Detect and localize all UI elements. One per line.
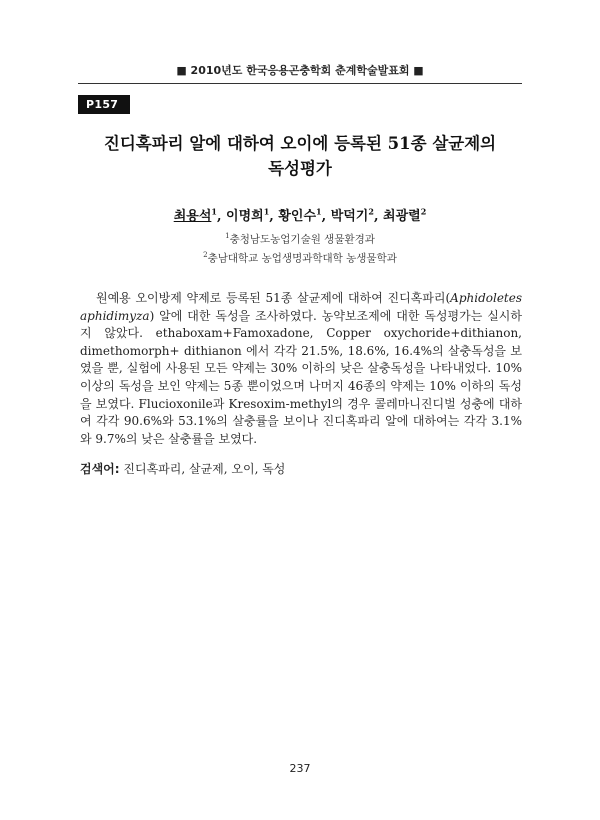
author-name: 최용석 [173,209,212,224]
affiliation-1 [60,229,540,248]
affiliations [60,229,540,266]
author-affil-sup: 1 [316,206,322,217]
author-list [60,205,540,224]
keywords-label: 검색어: [80,462,120,476]
affiliation-2 [60,248,540,267]
paper-title [60,131,540,181]
author-separator: , [373,209,384,224]
abstract-text-1: 원예용 오이방제 약제로 등록된 51종 살균제에 대하여 진디혹파리( [96,291,451,305]
author-name: 최광렬 [383,209,421,224]
species-name: Aphidoletes aphidimyza [80,291,522,323]
affiliation-text: 충청남도농업기술원 생물환경과 [229,233,375,246]
author-separator: , [269,209,279,224]
running-header: ■ 2010년도 한국응용곤충학회 춘계학술발표회 ■ [176,64,424,77]
author-separator: , [216,209,227,224]
presentation-code-badge: P157 [78,95,130,114]
title-line-2: 독성평가 [268,159,332,178]
affiliation-text: 충남대학교 농업생명과학대학 농생물학과 [207,252,397,264]
author-affil-sup: 2 [420,206,427,217]
abstract-text-2: ) 알에 대한 독성을 조사하였다. 농약보조제에 대한 독성평가는 실시하지 않았다. ethaboxam+Famoxadone, Copper oxychoride+dithianon, dimethomorph+ dithianon 에서 각각 21.5%, 18.6%, 16.4%의 살충독성을 보였을 뿐, 실험에 사용된 모든 약제는 30% 이하의 낮은 살충독성을 나타내었다. 10% 이상의 독성을 보인 약제는 5종 뿐이었으며 나머지 46종의 약제는 10% 이하의 독성을 보였다. Flucioxonile과 Kresoxim-methyl의 경우 콜레마니진디벌 성충에 대하여 각각 90.6%와 53.1%의 살충률을 보이나 진디혹파리 알에 대하여는 각각 3.1%와 9.7%의 낮은 살충률을 보였다. [80,308,522,446]
page-number: 237 [289,762,311,775]
author-name: 이명희 [226,209,264,224]
author-affil-sup: 2 [368,206,374,217]
author-affil-sup: 1 [263,206,270,217]
affiliation-sup: 2 [203,250,208,259]
header-rule [78,83,522,84]
abstract-paragraph [80,290,522,448]
affiliation-sup: 1 [225,232,230,240]
author-name: 박덕기 [330,209,369,224]
keywords-text: 진디혹파리, 살균제, 오이, 독성 [119,462,286,476]
author-separator: , [321,209,331,224]
keywords [80,460,522,477]
title-line-1: 진디혹파리 알에 대하여 오이에 등록된 51종 살균제의 [103,134,497,153]
author-name: 황인수 [278,209,317,224]
author-affil-sup: 1 [211,206,217,217]
abstract [80,290,522,448]
